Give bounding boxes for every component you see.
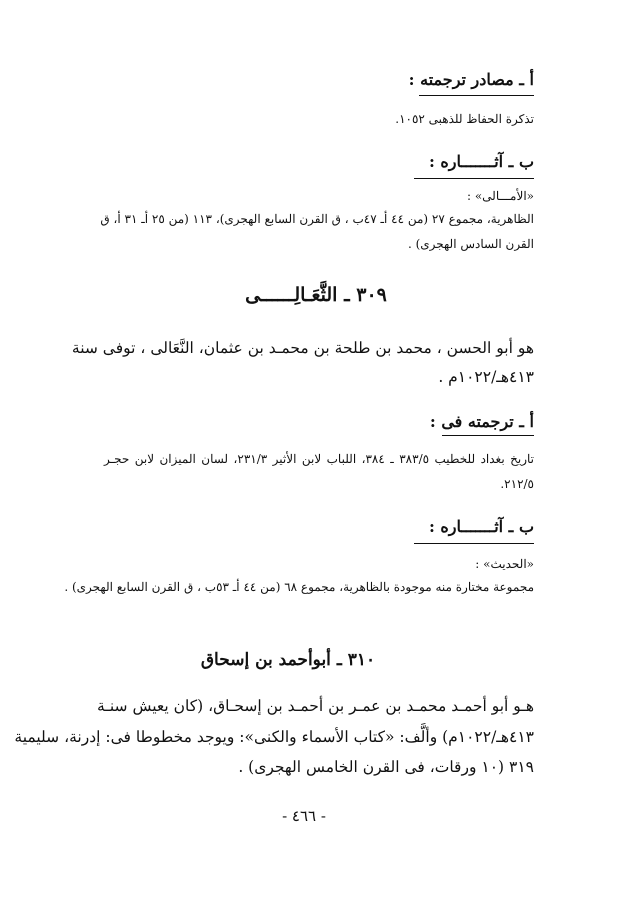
entry-309-title: ٣٠٩ ـ الثَّعَـالِــــــى (245, 284, 387, 306)
sources-line: تذكرة الحفاظ للذهبى ١٠٥٢. (395, 112, 534, 126)
entry-309-works-title: «الحديث» : (475, 557, 534, 571)
works-title: «الأمـــالى» : (466, 189, 534, 203)
entry-309-works-heading: ب ـ آثـــــــاره : (428, 517, 534, 536)
works-heading: ب ـ آثـــــــاره : (428, 152, 534, 171)
entry-309-works-rule (414, 543, 534, 544)
sources-heading: أ ـ مصادر ترجمته : (408, 70, 534, 89)
entry-309-sources-line-2: ٢١٢/٥. (500, 477, 534, 491)
entry-310-bio-line-2: ٤١٣هـ/١٠٢٢م) وألَّف: «كتاب الأسماء والكنى»: ويوجد مخطوطا فى: إدرنة، سليمية (14, 728, 534, 746)
entry-309-bio-line-1: هو أبو الحسن ، محمد بن طلحة بن محمـد بن عثمان، النَّعَالى ، توفى سنة (71, 339, 534, 357)
entry-309-sources-rule (442, 435, 534, 436)
works-heading-rule (414, 178, 534, 179)
sources-heading-rule (419, 95, 534, 96)
entry-309-bio-line-2: ٤١٣هـ/١٠٢٢م . (438, 368, 534, 386)
works-line-2: القرن السادس الهجرى) . (407, 237, 534, 251)
entry-309-sources-line-1: تاريخ بغداد للخطيب ٣٨٣/٥ ـ ٣٨٤، اللباب لابن الأثير ٢٣١/٣، لسان الميزان لابن حجـر (104, 452, 534, 466)
entry-310-bio-line-3: ٣١٩ (١٠ ورقات، فى القرن الخامس الهجرى) . (238, 758, 534, 776)
entry-309-sources-heading: أ ـ ترجمته فى : (429, 412, 534, 431)
page-number: - ٤٦٦ - (282, 807, 326, 825)
entry-310-bio-line-1: هـو أبو أحمـد محمـد بن عمـر بن أحمـد بن إسحـاق، (كان يعيش سنـة (97, 697, 534, 715)
works-line-1: الظاهرية، مجموع ٢٧ (من ٤٤ أـ ٤٧ب ، ق القرن السابع الهجرى)، ١١٣ (من ٢٥ أـ ٣١ أ، ق (100, 212, 534, 226)
entry-310-title: ٣١٠ ـ أبوأحمد بن إسحاق (200, 650, 376, 670)
entry-309-works-line-1: مجموعة مختارة منه موجودة بالظاهرية، مجموع ٦٨ (من ٤٤ أـ ٥٣ب ، ق القرن السابع الهجرى) . (64, 580, 534, 594)
